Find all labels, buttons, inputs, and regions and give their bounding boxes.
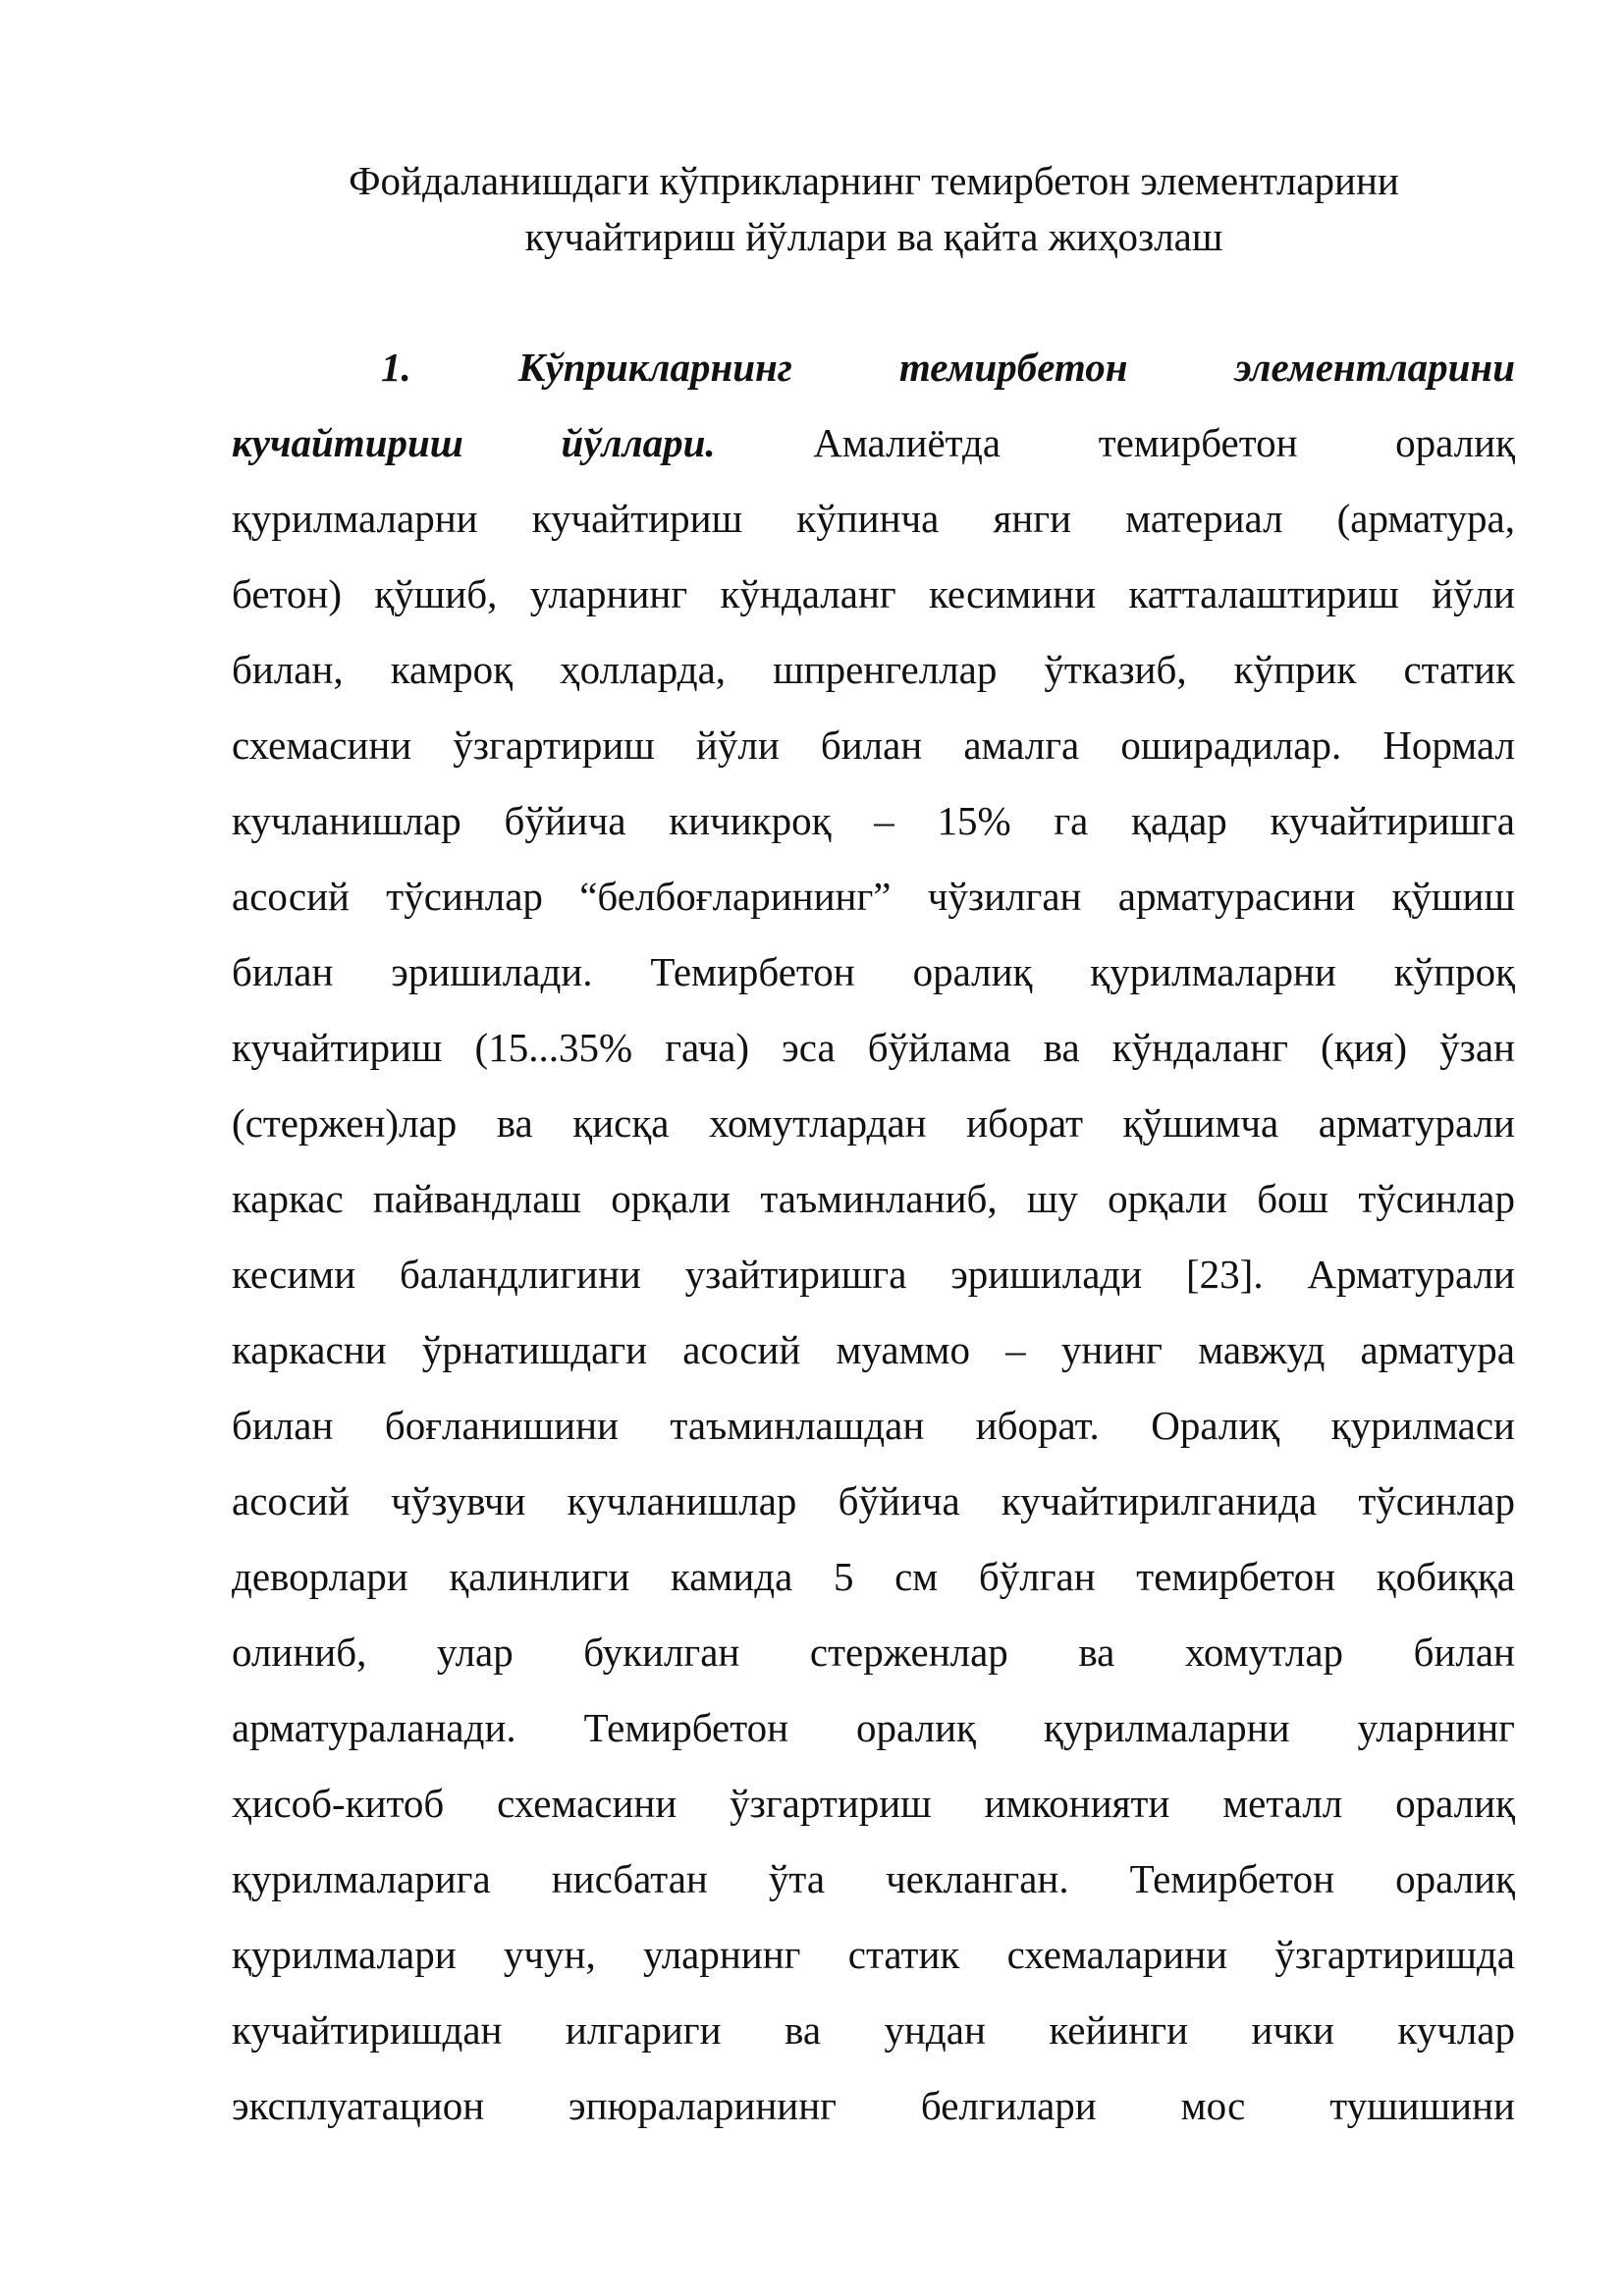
paragraph-line: билан, камроқ ҳолларда, шпренгеллар ўтказиб, кўприк статик <box>232 647 1515 692</box>
paragraph-start-text: Амалиётда темирбетон оралиқ <box>813 420 1515 465</box>
paragraph-line: қурилмалари учун, уларнинг статик схемаларини ўзгартиришда <box>232 1932 1515 1977</box>
document-body <box>232 330 1515 2144</box>
section-heading-continuation: кучайтириш йўллари. <box>232 420 716 465</box>
paragraph-line: (стержен)лар ва қисқа хомутлардан иборат қўшимча арматурали <box>232 1100 1515 1146</box>
paragraph-line: каркасни ўрнатишдаги асосий муаммо – унинг мавжуд арматура <box>232 1327 1515 1372</box>
section-heading-continuation-line <box>232 405 1515 481</box>
paragraph-line: қурилмаларни кучайтириш кўпинча янги материал (арматура, <box>232 496 1515 541</box>
section-heading-line: 1. Кўприкларнинг темирбетон элементларини <box>381 345 1515 390</box>
title-line-1: Фойдаланишдаги кўприкларнинг темирбетон элементларини <box>349 158 1399 203</box>
body-paragraph <box>232 481 1515 2144</box>
paragraph-line: кучланишлар бўйича кичикроқ – 15% га қадар кучайтиришга <box>232 798 1515 843</box>
paragraph-line: олиниб, улар букилган стерженлар ва хомутлар билан <box>232 1629 1515 1675</box>
paragraph-line: қурилмаларига нисбатан ўта чекланган. Темирбетон оралиқ <box>232 1856 1515 1901</box>
paragraph-line: бетон) қўшиб, уларнинг кўндаланг кесимини катталаштириш йўли <box>232 571 1515 616</box>
paragraph-line: кесими баландлигини узайтиришга эришилади [23]. Арматурали <box>232 1252 1515 1297</box>
paragraph-line: схемасини ўзгартириш йўли билан амалга оширадилар. Нормал <box>232 722 1515 768</box>
paragraph-line: билан эришилади. Темирбетон оралиқ қурилмаларни кўпроқ <box>232 949 1515 994</box>
title-line-2: кучайтириш йўллари ва қайта жиҳозлаш <box>524 214 1223 259</box>
paragraph-line: ҳисоб-китоб схемасини ўзгартириш имконияти металл оралиқ <box>232 1781 1515 1826</box>
document-title <box>232 153 1516 265</box>
paragraph-line: деворлари қалинлиги камида 5 см бўлган темирбетон қобиққа <box>232 1554 1515 1599</box>
paragraph-line: асосий тўсинлар “белбоғларининг” чўзилган арматурасини қўшиш <box>232 874 1515 919</box>
paragraph-line: каркас пайвандлаш орқали таъминланиб, шу орқали бош тўсинлар <box>232 1176 1515 1221</box>
paragraph-line: эксплуатацион эпюраларининг белгилари мос тушишини <box>232 2083 1515 2128</box>
paragraph-line: кучайтиришдан илгариги ва ундан кейинги ички кучлар <box>232 2007 1515 2053</box>
paragraph-line: асосий чўзувчи кучланишлар бўйича кучайтирилганида тўсинлар <box>232 1478 1515 1523</box>
paragraph-line: билан боғланишини таъминлашдан иборат. Оралиқ қурилмаси <box>232 1403 1515 1448</box>
paragraph-line: кучайтириш (15...35% гача) эса бўйлама ва кўндаланг (қия) ўзан <box>232 1025 1515 1070</box>
paragraph-line: арматураланади. Темирбетон оралиқ қурилмаларни уларнинг <box>232 1705 1515 1750</box>
